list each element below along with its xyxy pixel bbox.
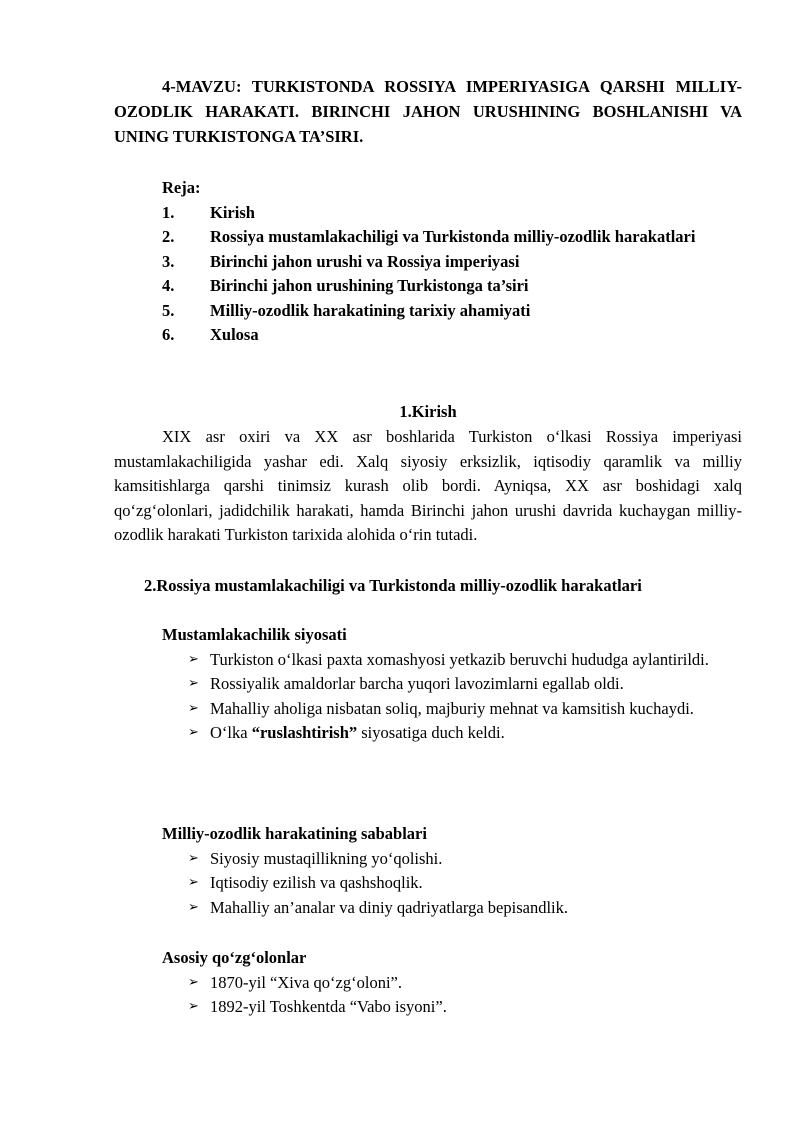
colonial-policy-section xyxy=(162,623,742,746)
list-item xyxy=(162,896,742,921)
list-item-text: Iqtisodiy ezilish va qashshoqlik. xyxy=(210,873,423,892)
list-item-text: 1892-yil Toshkentda “Vabo isyoni”. xyxy=(210,997,447,1016)
plan-item-number: 4. xyxy=(162,276,175,295)
plan-item-number: 1. xyxy=(162,202,175,222)
uprisings-heading: Asosiy qo‘zg‘olonlar xyxy=(162,948,307,967)
plan-item-text: Kirish xyxy=(210,202,255,222)
plan-block xyxy=(114,176,742,348)
plan-item xyxy=(114,225,742,250)
causes-list xyxy=(162,847,742,921)
plan-item xyxy=(114,201,742,226)
uprisings-section xyxy=(162,946,742,1020)
plan-item-text: Birinchi jahon urushining Turkistonga ta’siri xyxy=(210,276,529,295)
list-item xyxy=(162,648,742,673)
plan-item xyxy=(114,299,742,324)
list-item-text: Mahalliy an’analar va diniy qadriyatlarga bepisandlik. xyxy=(210,897,568,917)
list-item-text: Siyosiy mustaqillikning yo‘qolishi. xyxy=(210,848,443,868)
list-item-text: Rossiyalik amaldorlar barcha yuqori lavozimlarni egallab oldi. xyxy=(210,674,624,693)
causes-heading: Milliy-ozodlik harakatining sabablari xyxy=(162,824,427,843)
arrow-bullet-icon: ➢ xyxy=(188,899,199,915)
arrow-bullet-icon: ➢ xyxy=(188,875,199,890)
arrow-bullet-icon: ➢ xyxy=(188,700,199,716)
intro-paragraph: XIX asr oxiri va XX asr boshlarida Turkiston o‘lkasi Rossiya imperiyasi mustamlakachiligida yashar edi. Xalq siyosiy erksizlik, iqtisodiy qaramlik va milliy kamsitishlarga qarshi tinimsiz kurash olib bordi. Ayniqsa, XX asr boshidagi xalq qo‘zg‘olonlari, jadidchilik harakati, hamda Birinchi jahon urushi davrida kuchaygan milliy-ozodlik harakati Turkiston tarixida alohida o‘rin tutadi. xyxy=(114,427,742,544)
plan-item xyxy=(114,323,742,348)
colonial-policy-list xyxy=(162,648,742,746)
list-item xyxy=(162,847,742,872)
plan-item-number: 2. xyxy=(162,227,175,246)
arrow-bullet-icon: ➢ xyxy=(188,651,199,667)
list-item xyxy=(162,871,742,896)
list-item xyxy=(162,995,742,1020)
plan-item-number: 5. xyxy=(162,300,175,320)
list-item xyxy=(162,721,742,746)
arrow-bullet-icon: ➢ xyxy=(188,725,199,740)
document-title: 4-MAVZU: TURKISTONDA ROSSIYA IMPERIYASIGA QARSHI MILLIY-OZODLIK HARAKATI. BIRINCHI JAHON URUSHINING BOSHLANISHI VA UNING TURKISTONGA TA’SIRI. xyxy=(114,77,742,146)
intro-heading: 1.Kirish xyxy=(399,402,457,421)
arrow-bullet-icon: ➢ xyxy=(188,676,199,691)
list-item xyxy=(162,672,742,697)
arrow-bullet-icon: ➢ xyxy=(188,999,199,1014)
plan-item-text: Xulosa xyxy=(210,325,259,344)
plan-item-text: Birinchi jahon urushi va Rossiya imperiyasi xyxy=(210,251,520,271)
causes-section xyxy=(162,822,742,920)
list-item-text-bold: “ruslashtirish” xyxy=(251,723,358,742)
uprisings-list xyxy=(162,971,742,1020)
list-item-text: 1870-yil “Xiva qo‘zg‘oloni”. xyxy=(210,972,402,992)
arrow-bullet-icon: ➢ xyxy=(188,850,199,866)
plan-item-number: 6. xyxy=(162,325,175,344)
plan-item-text: Rossiya mustamlakachiligi va Turkistonda milliy-ozodlik harakatlari xyxy=(210,227,696,246)
list-item-text: Mahalliy aholiga nisbatan soliq, majburiy mehnat va kamsitish kuchaydi. xyxy=(210,698,694,718)
list-item xyxy=(162,971,742,996)
plan-item-number: 3. xyxy=(162,251,175,271)
list-item-text: Turkiston o‘lkasi paxta xomashyosi yetkazib beruvchi hududga aylantirildi. xyxy=(210,649,709,669)
list-item xyxy=(162,697,742,722)
section2-heading: 2.Rossiya mustamlakachiligi va Turkistonda milliy-ozodlik harakatlari xyxy=(144,576,642,595)
list-item-text-prefix: O‘lka xyxy=(210,723,252,742)
arrow-bullet-icon: ➢ xyxy=(188,974,199,990)
plan-heading: Reja: xyxy=(162,178,201,197)
plan-item-text: Milliy-ozodlik harakatining tarixiy ahamiyati xyxy=(210,300,531,320)
plan-item xyxy=(114,250,742,275)
list-item-text-suffix: siyosatiga duch keldi. xyxy=(357,723,505,742)
plan-item xyxy=(114,274,742,299)
colonial-policy-heading: Mustamlakachilik siyosati xyxy=(162,625,347,644)
